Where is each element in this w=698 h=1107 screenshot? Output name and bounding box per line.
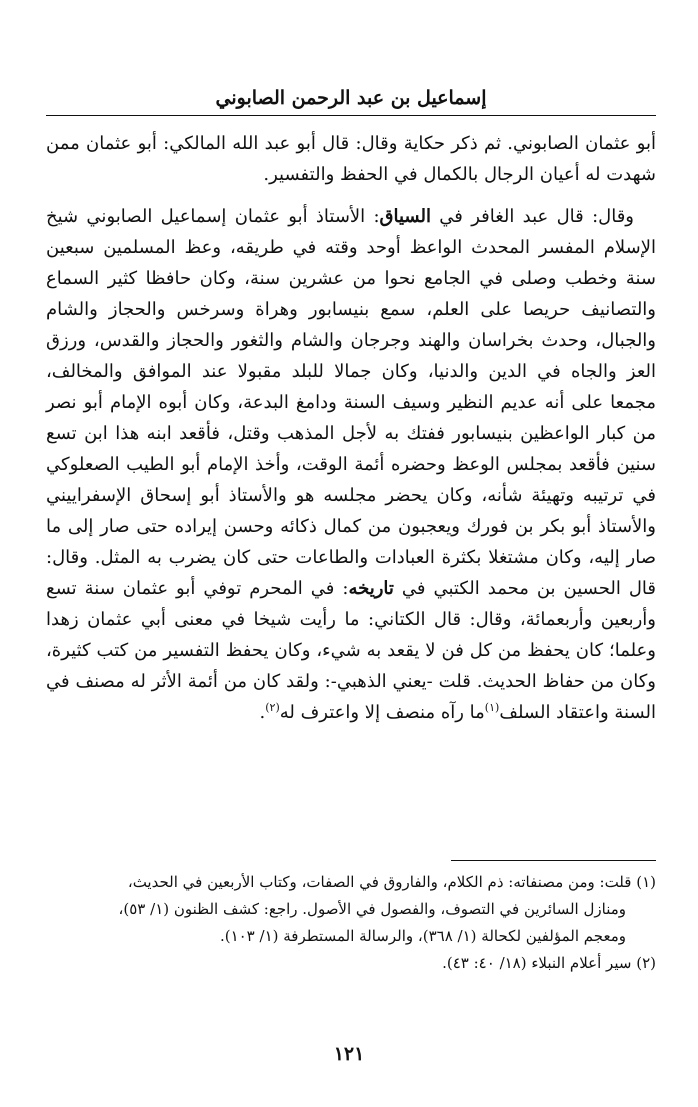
footnote-ref-2[interactable]: (٢)	[265, 701, 280, 714]
footnote-divider	[451, 860, 656, 861]
text-segment: وقال: قال عبد الغافر في	[430, 206, 634, 227]
footnote-1-line-2: ومنازل السائرين في التصوف، والفصول في الأصول. راجع: كشف الظنون (١/ ٥٣)،	[118, 900, 626, 918]
footnote-2-number: (٢)	[636, 954, 656, 972]
text-segment: .	[259, 702, 266, 723]
text-segment: : في المحرم توفي أبو عثمان سنة تسع وأربعين وأربعمائة، وقال: قال الكتاني: ما رأيت شيخا في معنى أبي عثمان زهدا وعلما؛ كان يحفظ من كل فن لا يقعد به شيء، وكان يحفظ التفسير من كتب كثيرة، وكان من حفاظ الحديث. قلت -يعني الذهبي-: ولقد كان من أئمة الأثر له مصنف في السنة واعتقاد السلف	[46, 578, 656, 723]
footnotes	[46, 869, 656, 977]
footnote-1-number: (١)	[636, 873, 656, 891]
text-segment: ما رآه منصف إلا واعترف له	[279, 702, 485, 723]
main-text	[46, 128, 656, 728]
running-header: إسماعيل بن عبد الرحمن الصابوني	[215, 87, 487, 109]
footnote-1-line-1: قلت: ومن مصنفاته: ذم الكلام، والفاروق في الصفات، وكتاب الأربعين في الحديث،	[127, 873, 632, 891]
footnote-2	[46, 950, 656, 977]
footnote-1-line-3: ومعجم المؤلفين لكحالة (١/ ٣٦٨)، والرسالة المستطرفة (١/ ١٠٣).	[219, 927, 626, 945]
text-segment: : الأستاذ أبو عثمان إسماعيل الصابوني شيخ الإسلام المفسر المحدث الواعظ أوحد وقته في طريقه، وعظ المسلمين سبعين سنة وخطب وصلى في الجامع نحوا من عشرين سنة، وكان حافظا كثير السماع والتصانيف حريصا على العلم، سمع بنيسابور وهراة وسرخس والحجاز والشام والجبال، وحدث بخراسان والهند وجرجان والشام والثغور والحجاز والقدس، ورزق العز والجاه في الدين والدنيا، وكان جمالا للبلد مقبولا عند الموافق والمخالف، مجمعا على أنه عديم النظير وسيف السنة ودامغ البدعة، وكان أبوه الإمام أبو نصر من كبار الواعظين بنيسابور ففتك به لأجل المذهب وقتل، فأقعد ابنه هذا ابن تسع سنين فأقعد بمجلس الوعظ وحضره أئمة الوقت، وأخذ الإمام أبو الطيب الصعلوكي في ترتيبه وتهيئة شأنه، وكان يحضر مجلسه هو والأستاذ أبو إسحاق الإسفراييني والأستاذ أبو بكر بن فورك ويعجبون من كمال ذكائه وحسن إيراده حتى صار إلى ما صار إليه، وكان مشتغلا بكثرة العبادات والطاعات حتى كان يضرب به المثل. وقال: قال الحسين بن محمد الكتبي في	[46, 206, 656, 599]
paragraph-2	[46, 201, 656, 728]
header-divider	[46, 115, 656, 116]
paragraph-1: أبو عثمان الصابوني. ثم ذكر حكاية وقال: قال أبو عبد الله المالكي: أبو عثمان ممن شهدت له أعيان الرجال بالكمال في الحفظ والتفسير.	[46, 133, 656, 185]
footnote-ref-1[interactable]: (١)	[484, 701, 500, 714]
page-number: ١٢١	[333, 1043, 365, 1065]
footnote-1	[46, 869, 656, 896]
footnote-2-text: سير أعلام النبلاء (١٨/ ٤٠: ٤٣).	[442, 954, 632, 972]
book-title-siyaq: السياق	[379, 206, 431, 227]
book-title-tarikh: تاريخه	[348, 578, 394, 599]
